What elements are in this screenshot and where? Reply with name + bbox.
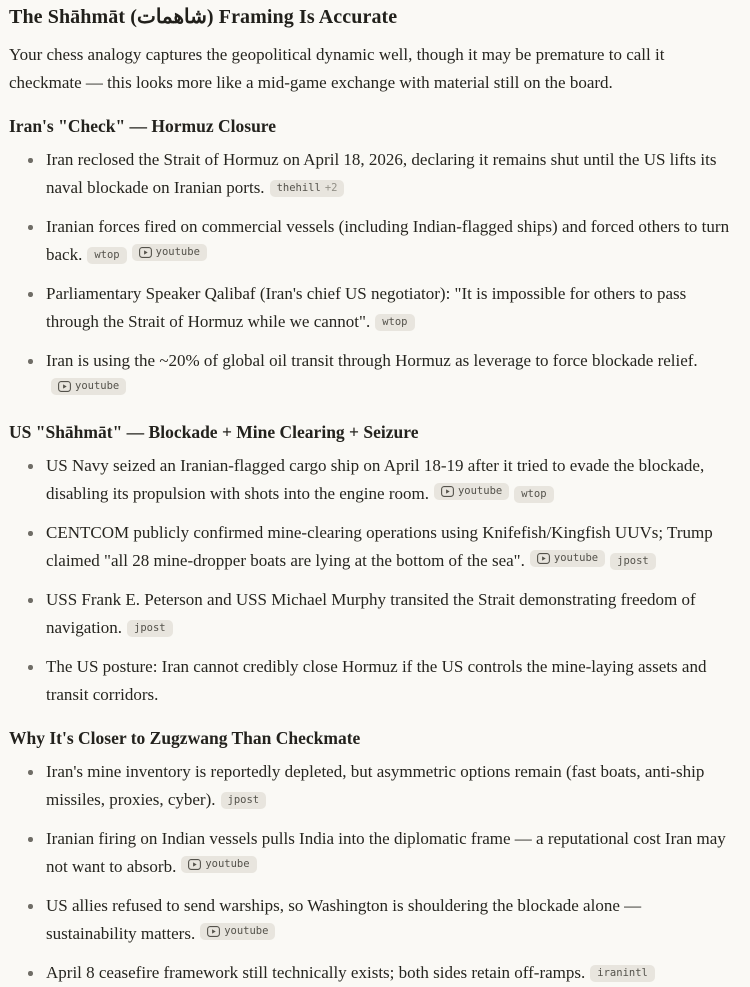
chip-label: wtop xyxy=(94,248,120,261)
youtube-play-icon xyxy=(441,486,454,497)
youtube-play-icon xyxy=(58,381,71,392)
citation-chip-youtube[interactable] xyxy=(530,550,605,567)
page-title: The Shāhmāt (شاهمات) Framing Is Accurate xyxy=(9,6,398,28)
citation-chip-youtube[interactable] xyxy=(51,378,126,395)
chip-label: thehill xyxy=(276,181,321,194)
youtube-play-icon xyxy=(207,926,220,937)
chip-label: youtube xyxy=(224,925,269,937)
bullet-text: Iran is using the ~20% of global oil transit through Hormuz as leverage to force blockade relief. xyxy=(46,351,698,370)
bullet-text: US Navy seized an Iranian-flagged cargo ship on April 18-19 after it tried to evade the blockade, disabling its propulsion with shots into the engine room. xyxy=(46,456,705,503)
chip-label: wtop xyxy=(382,315,408,328)
citation-chip-wtop[interactable] xyxy=(87,247,126,264)
chip-label: youtube xyxy=(75,380,120,392)
citation-chip-youtube[interactable] xyxy=(132,244,207,261)
bullet-text: US allies refused to send warships, so Washington is shouldering the blockade alone — sustainability matters. xyxy=(46,896,642,943)
intro-paragraph: Your chess analogy captures the geopolitical dynamic well, though it may be premature to call it checkmate — this looks more like a mid-game exchange with material still on the board. xyxy=(9,45,665,92)
chip-label: iranintl xyxy=(597,966,648,979)
bullet-text: April 8 ceasefire framework still technically exists; both sides retain off-ramps. xyxy=(46,963,586,982)
bullet-text: Iran's mine inventory is reportedly depleted, but asymmetric options remain (fast boats, anti-ship missiles, proxies, cyber). xyxy=(46,762,705,809)
list-item xyxy=(46,146,740,202)
list-item xyxy=(46,892,740,948)
bullet-text: CENTCOM publicly confirmed mine-clearing operations using Knifefish/Kingfish UUVs; Trump claimed "all 28 mine-dropper boats are lying at the bottom of the sea". xyxy=(46,523,713,570)
section-heading-2: Why It's Closer to Zugzwang Than Checkmate xyxy=(9,728,361,748)
chip-label: youtube xyxy=(553,552,599,564)
bullet-list xyxy=(9,146,740,403)
section-heading-1: US "Shāhmāt" — Blockade + Mine Clearing + Seizure xyxy=(9,422,419,442)
citation-chip-youtube[interactable] xyxy=(434,483,509,500)
chip-count: +2 xyxy=(324,181,338,194)
chip-label: jpost xyxy=(227,793,260,806)
bullet-text: Parliamentary Speaker Qalibaf (Iran's chief US negotiator): "It is impossible for others to pass through the Strait of Hormuz while we cannot". xyxy=(46,284,687,331)
sections-container xyxy=(9,114,740,987)
chip-label: wtop xyxy=(521,487,547,500)
youtube-play-icon xyxy=(139,247,152,258)
list-item xyxy=(46,758,740,814)
chip-label: youtube xyxy=(155,246,200,258)
list-item xyxy=(46,825,740,881)
list-item xyxy=(46,519,740,575)
bullet-list xyxy=(9,452,740,709)
citation-chip-jpost[interactable] xyxy=(127,620,173,637)
citation-chip-youtube[interactable] xyxy=(200,923,275,940)
chip-label: jpost xyxy=(134,621,166,634)
citation-chip-wtop[interactable] xyxy=(375,314,414,331)
youtube-play-icon xyxy=(537,553,550,564)
chip-label: jpost xyxy=(617,554,649,567)
list-item xyxy=(46,586,740,642)
youtube-play-icon xyxy=(188,859,201,870)
citation-chip-jpost[interactable] xyxy=(610,553,656,570)
list-item xyxy=(46,653,740,709)
bullet-text: Iranian firing on Indian vessels pulls India into the diplomatic frame — a reputational cost Iran may not want to absorb. xyxy=(46,829,726,876)
section-heading-0: Iran's "Check" — Hormuz Closure xyxy=(9,116,277,136)
citation-chip-wtop[interactable] xyxy=(514,486,553,503)
chip-label: youtube xyxy=(457,485,503,497)
bullet-text: Iran reclosed the Strait of Hormuz on April 18, 2026, declaring it remains shut until the US lifts its naval blockade on Iranian ports. xyxy=(46,150,717,197)
citation-chip-thehill[interactable] xyxy=(270,180,345,197)
list-item xyxy=(46,959,740,987)
chip-label: youtube xyxy=(205,858,250,870)
list-item xyxy=(46,213,740,269)
bullet-text: The US posture: Iran cannot credibly close Hormuz if the US controls the mine-laying assets and transit corridors. xyxy=(46,657,707,704)
list-item xyxy=(46,280,740,336)
bullet-list xyxy=(9,758,740,987)
bullet-text: Iranian forces fired on commercial vessels (including Indian-flagged ships) and forced others to turn back. xyxy=(46,217,730,264)
list-item xyxy=(46,452,740,508)
citation-chip-iranintl[interactable] xyxy=(590,965,655,982)
list-item xyxy=(46,347,740,403)
bullet-text: USS Frank E. Peterson and USS Michael Murphy transited the Strait demonstrating freedom of navigation. xyxy=(46,590,696,637)
citation-chip-jpost[interactable] xyxy=(221,792,267,809)
citation-chip-youtube[interactable] xyxy=(181,856,256,873)
